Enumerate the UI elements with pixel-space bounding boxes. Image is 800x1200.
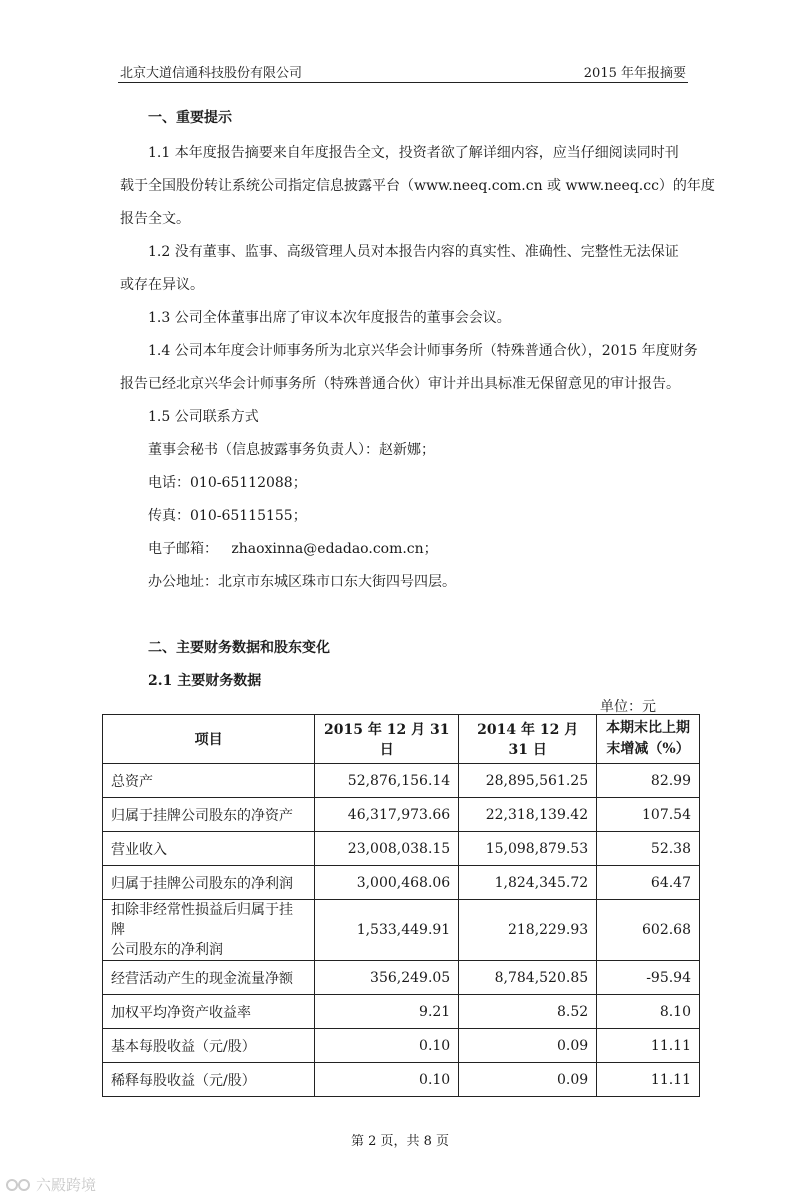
watermark-logo-icon [6,1177,32,1193]
row-change: 107.54 [597,798,700,832]
header-change [597,715,700,764]
header-company: 北京大道信通科技股份有限公司 [120,66,303,81]
table-row [103,900,700,961]
row-item: 经营活动产生的现金流量净额 [103,961,315,995]
row-2014: 218,229.93 [459,900,597,961]
section2-subtitle: 2.1 主要财务数据 [148,673,262,689]
row-2015: 3,000,468.06 [315,866,459,900]
row-2014: 1,824,345.72 [459,866,597,900]
p11-line3: 报告全文。 [120,211,190,227]
row-item: 归属于挂牌公司股东的净资产 [103,798,315,832]
table-row [103,1029,700,1063]
row-2014: 8,784,520.85 [459,961,597,995]
row-2015: 1,533,449.91 [315,900,459,961]
contact-email-row [148,538,438,558]
p15-title: 1.5 公司联系方式 [148,409,259,425]
unit-label: 单位：元 [600,699,656,715]
row-2014: 8.52 [459,995,597,1029]
row-2014: 22,318,139.42 [459,798,597,832]
row-item-line1: 扣除非经常性损益后归属于挂牌 [111,902,293,938]
row-2014: 15,098,879.53 [459,832,597,866]
header-change-line1: 本期末比上期 [606,720,691,736]
row-2015: 52,876,156.14 [315,764,459,798]
table-header-row [103,715,700,764]
row-2015: 9.21 [315,995,459,1029]
watermark-text: 六殿跨境 [36,1176,97,1194]
table-row [103,764,700,798]
p11-line1: 1.1 本年度报告摘要来自年度报告全文，投资者欲了解详细内容，应当仔细阅读同时刊 [148,145,679,161]
p12-line2: 或存在异议。 [120,277,204,293]
header-2014: 2014 年 12 月 31 日 [459,715,597,764]
table-row [103,995,700,1029]
header-item: 项目 [103,715,315,764]
financial-data-table [102,714,700,1097]
table-row [103,866,700,900]
row-item: 营业收入 [103,832,315,866]
contact-address: 办公地址：北京市东城区珠市口东大街四号四层。 [148,574,456,590]
header-2015: 2015 年 12 月 31 日 [315,715,459,764]
row-2015: 46,317,973.66 [315,798,459,832]
row-item-line2: 公司股东的净利润 [111,942,223,958]
p14-line1: 1.4 公司本年度会计师事务所为北京兴华会计师事务所（特殊普通合伙），2015 年度财务 [148,343,698,359]
row-item: 稀释每股收益（元/股） [103,1063,315,1097]
section2-title: 二、主要财务数据和股东变化 [148,640,330,656]
p13: 1.3 公司全体董事出席了审议本次年度报告的董事会会议。 [148,310,511,326]
contact-phone: 电话：010-65112088； [148,475,307,491]
table-row [103,832,700,866]
table-row [103,961,700,995]
page-header [118,60,688,83]
row-2014: 0.09 [459,1063,597,1097]
row-2015: 0.10 [315,1063,459,1097]
row-change: 82.99 [597,764,700,798]
row-2015: 0.10 [315,1029,459,1063]
row-item: 归属于挂牌公司股东的净利润 [103,866,315,900]
page-number: 第 2 页，共 8 页 [350,1134,450,1149]
row-item: 基本每股收益（元/股） [103,1029,315,1063]
table-row [103,1063,700,1097]
row-2014: 28,895,561.25 [459,764,597,798]
email-value: zhaoxinna@edadao.com.cn； [231,541,438,557]
row-change: 52.38 [597,832,700,866]
row-change: 11.11 [597,1029,700,1063]
header-report-title: 2015 年年报摘要 [583,66,686,81]
row-change: 11.11 [597,1063,700,1097]
row-2015: 356,249.05 [315,961,459,995]
email-label: 电子邮箱： [148,541,218,557]
row-item: 加权平均净资产收益率 [103,995,315,1029]
row-change: -95.94 [597,961,700,995]
contact-fax: 传真：010-65115155； [148,508,307,524]
row-2014: 0.09 [459,1029,597,1063]
p12-line1: 1.2 没有董事、监事、高级管理人员对本报告内容的真实性、准确性、完整性无法保证 [148,244,679,260]
row-2015: 23,008,038.15 [315,832,459,866]
row-change: 602.68 [597,900,700,961]
contact-secretary: 董事会秘书（信息披露事务负责人）：赵新娜； [148,442,435,458]
p14-line2: 报告已经北京兴华会计师事务所（特殊普通合伙）审计并出具标准无保留意见的审计报告。 [120,376,680,392]
row-item [103,900,315,961]
p11-line2: 载于全国股份转让系统公司指定信息披露平台（www.neeq.com.cn 或 www.neeq.cc）的年度 [120,178,715,194]
row-change: 8.10 [597,995,700,1029]
row-change: 64.47 [597,866,700,900]
table-row [103,798,700,832]
watermark [6,1174,96,1195]
section1-title: 一、重要提示 [148,110,232,126]
row-item: 总资产 [103,764,315,798]
header-change-line2: 末增减（%） [606,741,690,757]
